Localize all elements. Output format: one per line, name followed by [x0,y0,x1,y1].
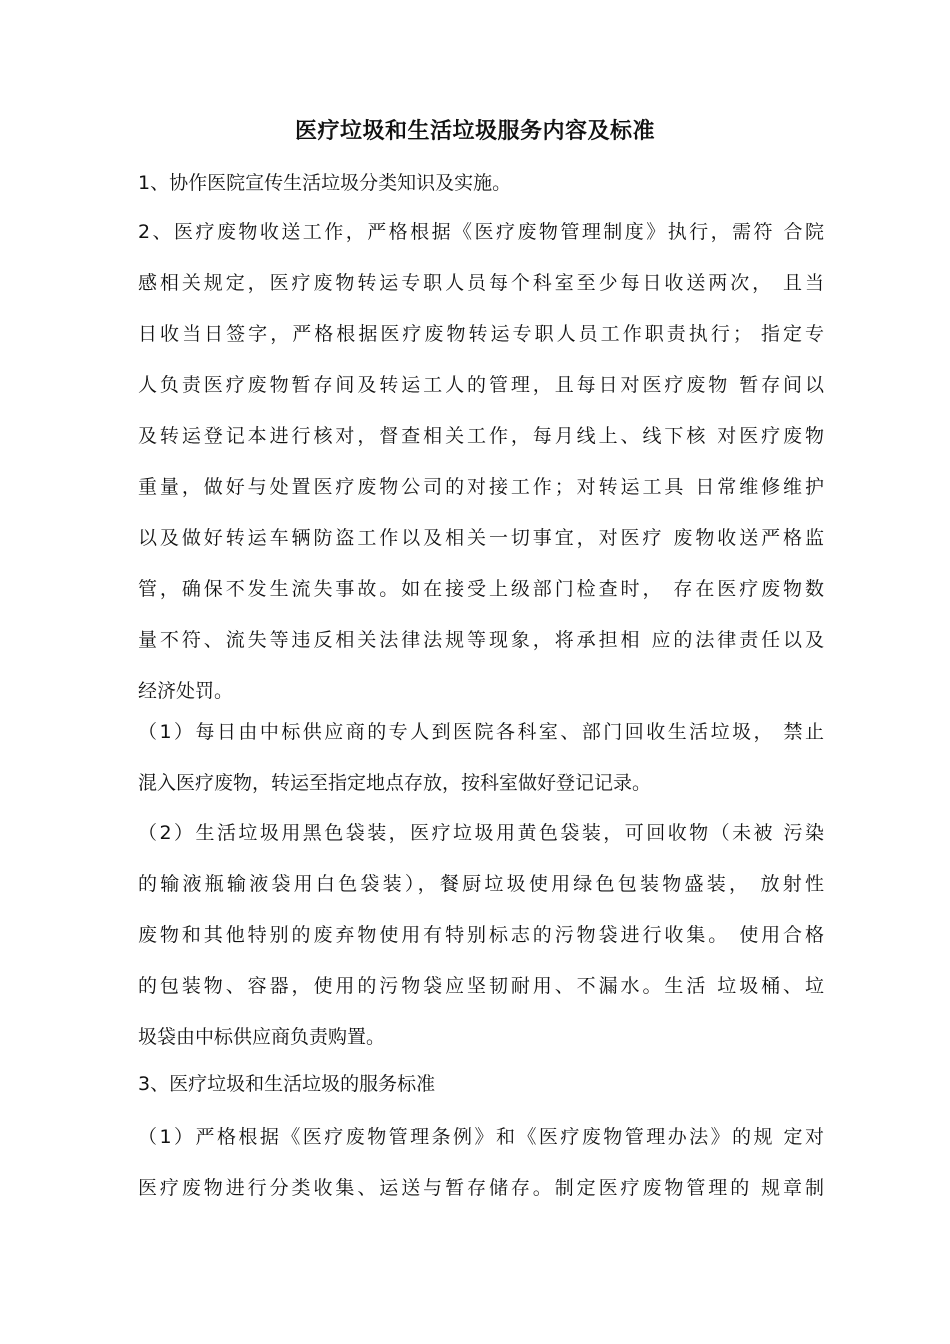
paragraph-line: 管，确保不发生流失事故。如在接受上级部门检查时， 存在医疗废物数 [138,578,824,600]
document-title: 医疗垃圾和生活垃圾服务内容及标准 [294,119,655,144]
paragraph-line: 及转运登记本进行核对，督查相关工作，每月线上、线下核 对医疗废物 [138,425,824,447]
paragraph-line: 量不符、流失等违反相关法律法规等现象，将承担相 应的法律责任以及 [138,629,824,651]
paragraph-line: 重量，做好与处置医疗废物公司的对接工作；对转运工具 日常维修维护 [138,476,824,498]
paragraph-line: 混入医疗废物，转运至指定地点存放，按科室做好登记记录。 [138,772,652,794]
paragraph-3 [138,707,824,809]
paragraph-line: 的输液瓶输液袋用白色袋装），餐厨垃圾使用绿色包装物盛装， 放射性 [138,873,824,895]
paragraph-line: 医疗废物进行分类收集、运送与暂存储存。制定医疗废物管理的 规章制 [138,1177,824,1199]
paragraph-line: 以及做好转运车辆防盗工作以及相关一切事宜，对医疗 废物收送严格监 [138,527,824,549]
paragraph-6 [138,1112,824,1214]
paragraph-1 [138,158,824,209]
paragraph-line: 日收当日签字，严格根据医疗废物转运专职人员工作职责执行； 指定专 [138,323,824,345]
paragraph-line: 人负责医疗废物暂存间及转运工人的管理，且每日对医疗废物 暂存间以 [138,374,824,396]
paragraph-line: 3、医疗垃圾和生活垃圾的服务标准 [138,1073,436,1095]
paragraph-line: （1）严格根据《医疗废物管理条例》和《医疗废物管理办法》的规 定对 [138,1126,824,1148]
paragraph-line: 1、协作医院宣传生活垃圾分类知识及实施。 [138,172,512,194]
paragraph-line: （2）生活垃圾用黑色袋装，医疗垃圾用黄色袋装，可回收物（未被 污染 [138,822,824,844]
paragraph-line: 圾袋由中标供应商负责购置。 [138,1026,386,1048]
paragraph-line: 废物和其他特别的废弃物使用有特别标志的污物袋进行收集。 使用合格 [138,924,824,946]
paragraph-2 [138,207,824,717]
paragraph-line: 经济处罚。 [138,680,234,702]
paragraph-line: 2、医疗废物收送工作，严格根据《医疗废物管理制度》执行，需符 合院 [138,221,824,243]
paragraph-4 [138,808,824,1063]
paragraph-5 [138,1059,824,1110]
paragraph-line: 感相关规定，医疗废物转运专职人员每个科室至少每日收送两次， 且当 [138,272,824,294]
paragraph-line: 的包装物、容器，使用的污物袋应坚韧耐用、不漏水。生活 垃圾桶、垃 [138,975,824,997]
paragraph-line: （1）每日由中标供应商的专人到医院各科室、部门回收生活垃圾， 禁止 [138,721,824,743]
